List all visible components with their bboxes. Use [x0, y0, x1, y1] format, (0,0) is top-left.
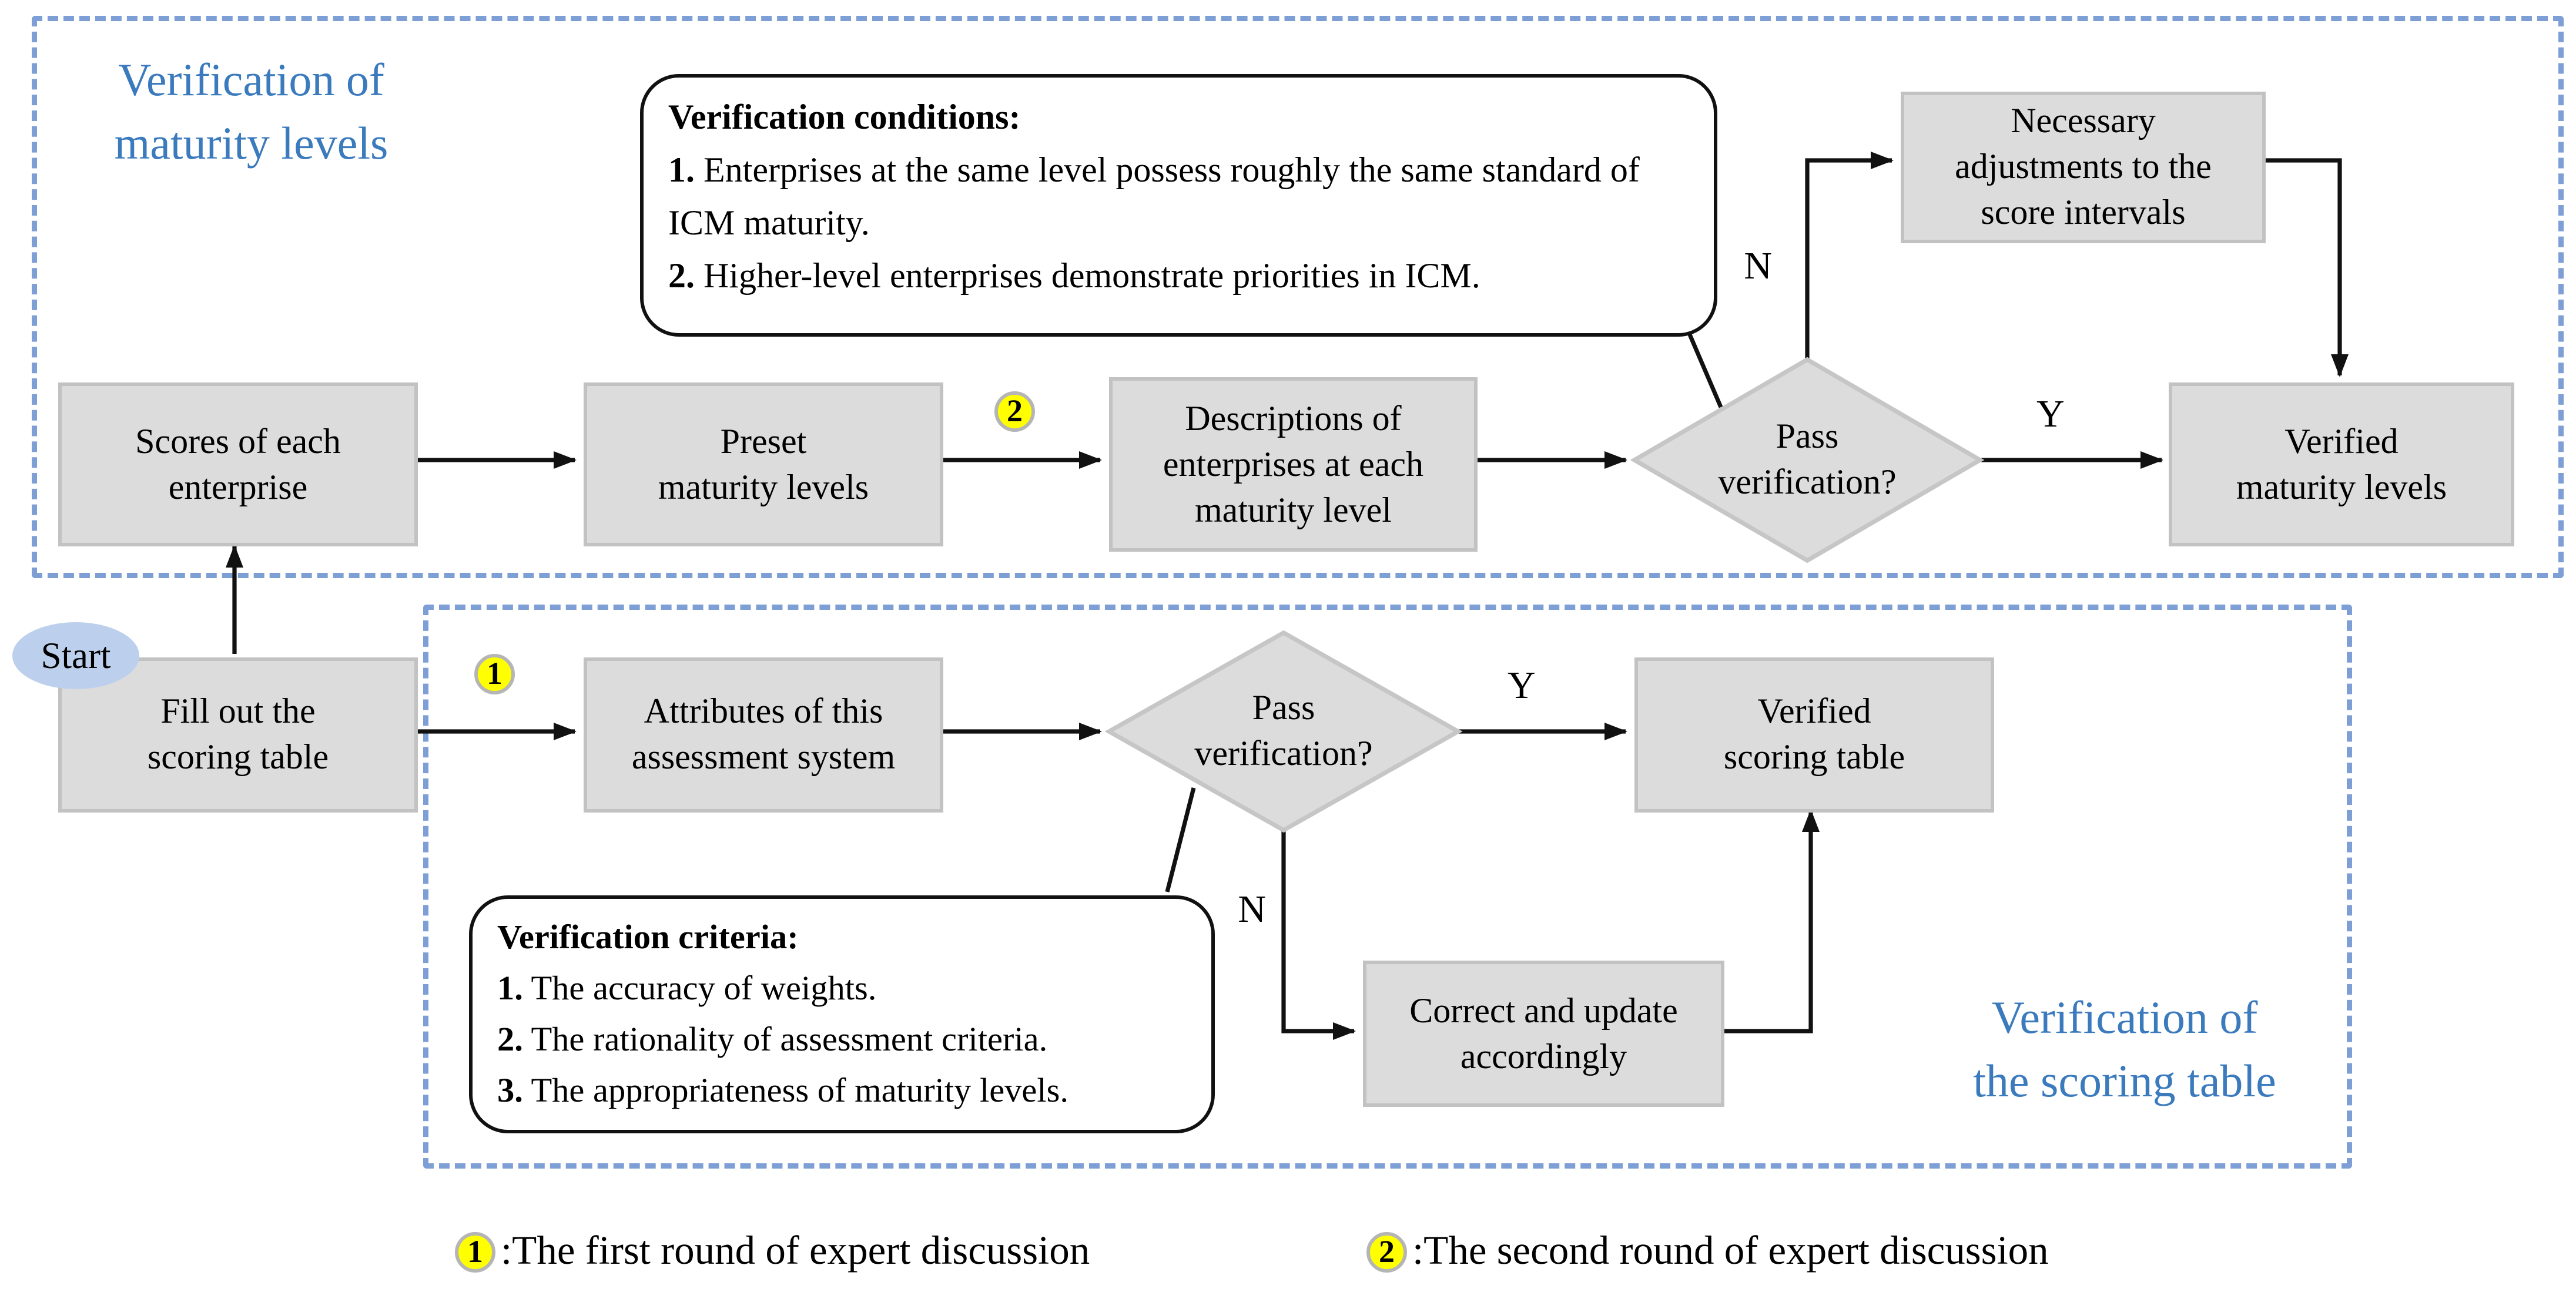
- scoring-section-label: [1931, 987, 2319, 1114]
- node-text: maturity levels: [2236, 468, 2447, 507]
- criteria-title: Verification criteria:: [497, 920, 799, 957]
- node-text: Necessary: [2011, 102, 2156, 141]
- node-pass-verification-1-label: [1679, 414, 1936, 506]
- conditions-item-1: [668, 145, 1689, 250]
- conditions-callout-tail: [1689, 333, 1721, 407]
- node-text: Descriptions of: [1185, 399, 1402, 438]
- arrow-necessary-to-verified-maturity: [2259, 160, 2340, 375]
- node-text: Scores of each: [135, 422, 341, 461]
- node-descriptions-of-enterprises: [1109, 377, 1478, 552]
- criteria-item-2-text: The rationality of assessment criteria.: [522, 1022, 1048, 1059]
- node-text: Verified: [1757, 693, 1871, 731]
- criteria-item-2: [497, 1015, 1187, 1066]
- node-text: scoring table: [147, 739, 329, 777]
- criteria-callout-tail: [1167, 788, 1194, 892]
- node-text: Verified: [2284, 422, 2399, 461]
- criteria-item-3-number: 3.: [497, 1073, 523, 1110]
- conditions-item-2-number: 2.: [668, 257, 695, 296]
- legend-round1-text: :The first round of expert discussion: [501, 1229, 1090, 1273]
- conditions-item-2-text: Higher-level enterprises demonstrate priorities in ICM.: [695, 257, 1480, 296]
- conditions-item-1-number: 1.: [668, 152, 695, 190]
- node-text: Pass: [1776, 418, 1839, 457]
- node-text: Correct and update: [1409, 991, 1678, 1031]
- node-text: assessment system: [631, 739, 896, 777]
- node-preset-maturity-levels: [584, 382, 943, 546]
- pass1-yes-label: Y: [2036, 391, 2065, 435]
- node-verified-maturity-levels: [2169, 382, 2514, 546]
- node-text: adjustments to the: [1955, 148, 2212, 187]
- round2-marker-icon: [994, 391, 1035, 432]
- legend-round2-text: :The second round of expert discussion: [1412, 1229, 2049, 1273]
- node-text: Preset: [720, 422, 807, 461]
- maturity-section-label: [44, 49, 458, 176]
- node-text: Fill out the: [160, 693, 316, 731]
- legend-round2-marker-icon: [1366, 1231, 1407, 1272]
- node-text: Attributes of this: [644, 693, 883, 731]
- node-text: Pass: [1252, 689, 1315, 728]
- pass1-no-label: N: [1744, 243, 1772, 287]
- node-text: maturity level: [1195, 491, 1392, 530]
- start-terminator: [12, 622, 139, 689]
- arrow-pass1-no-to-necessary: [1807, 160, 1892, 360]
- legend-round2-number: 2: [1379, 1233, 1395, 1268]
- round2-marker-number: 2: [1007, 393, 1023, 428]
- legend-item-round2: [1366, 1229, 2049, 1274]
- scoring-section-label-line2: the scoring table: [1973, 1056, 2276, 1107]
- legend-item-round1: [455, 1229, 1090, 1274]
- pass2-no-label: N: [1238, 887, 1266, 931]
- criteria-item-1-text: The accuracy of weights.: [522, 971, 877, 1008]
- node-text: maturity levels: [658, 468, 869, 507]
- criteria-item-1-number: 1.: [497, 971, 523, 1008]
- node-text: verification?: [1718, 464, 1897, 502]
- maturity-section-label-line1: Verification of: [118, 55, 384, 106]
- node-text: scoring table: [1723, 739, 1905, 777]
- round1-marker-icon: [474, 654, 515, 694]
- node-correct-and-update: [1363, 961, 1724, 1107]
- node-text: accordingly: [1460, 1037, 1627, 1076]
- arrow-correct-to-verified-scoring: [1717, 811, 1811, 1031]
- criteria-item-2-number: 2.: [497, 1022, 523, 1059]
- arrow-pass2-no-to-correct: [1284, 830, 1354, 1031]
- node-attributes-assessment-system: [584, 657, 943, 813]
- conditions-item-2: [668, 250, 1689, 303]
- maturity-section-label-line2: maturity levels: [114, 118, 388, 169]
- criteria-item-3: [497, 1066, 1187, 1117]
- node-necessary-adjustments: [1901, 92, 2266, 243]
- verification-criteria-callout: [469, 895, 1215, 1133]
- criteria-item-1: [497, 964, 1187, 1015]
- node-text: score intervals: [1981, 194, 2186, 233]
- pass2-yes-label: Y: [1508, 663, 1536, 707]
- node-text: verification?: [1194, 735, 1373, 774]
- scoring-section-label-line1: Verification of: [1991, 992, 2258, 1043]
- conditions-title: Verification conditions:: [668, 99, 1021, 137]
- node-text: enterprise: [168, 468, 308, 507]
- node-scores-of-each-enterprise: [58, 382, 418, 546]
- node-text: enterprises at each: [1163, 445, 1424, 484]
- conditions-item-1-text: Enterprises at the same level possess roughly the same standard of ICM maturity.: [668, 152, 1640, 243]
- start-label: Start: [41, 633, 111, 676]
- legend-round1-marker-icon: [455, 1231, 495, 1272]
- round1-marker-number: 1: [487, 656, 503, 691]
- node-pass-verification-2-label: [1155, 686, 1412, 777]
- criteria-item-3-text: The appropriateness of maturity levels.: [522, 1073, 1069, 1110]
- node-verified-scoring-table: [1634, 657, 1994, 813]
- legend-round1-number: 1: [467, 1233, 483, 1268]
- verification-conditions-callout: [640, 74, 1717, 337]
